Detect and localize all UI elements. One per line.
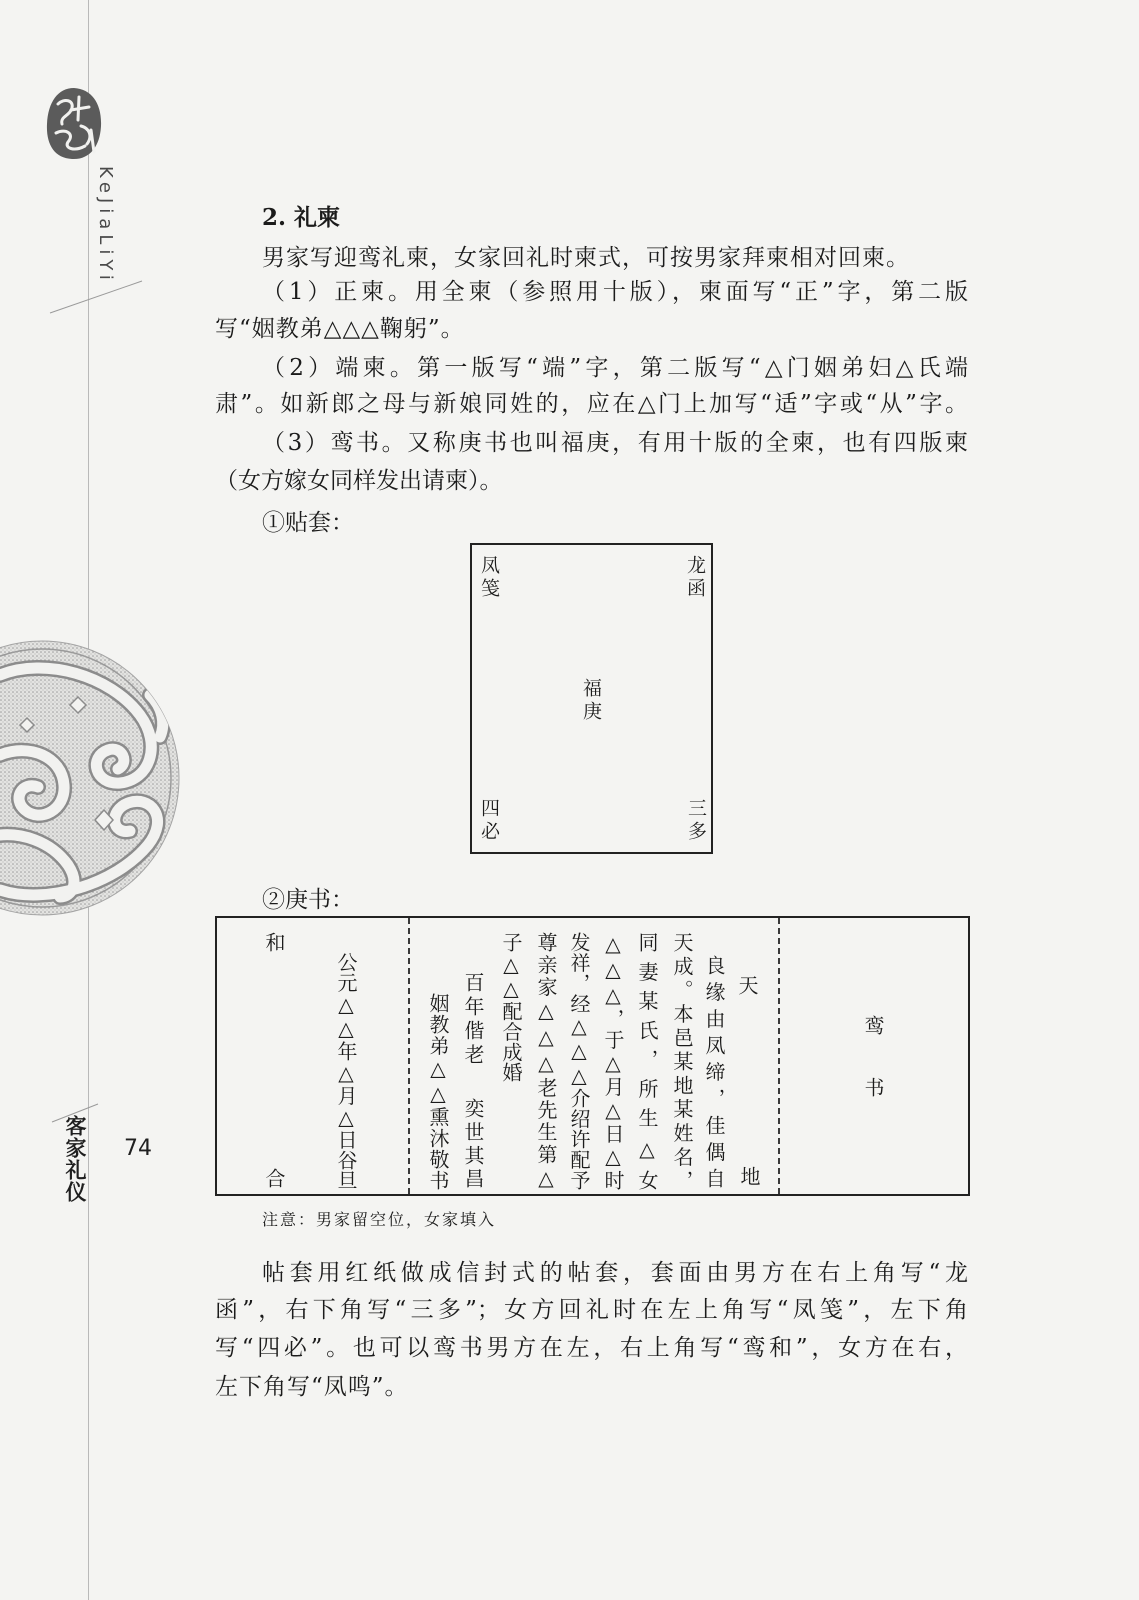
envelope-top-right-text: 龙函 — [684, 555, 706, 601]
genshu-column: 子△△配合成婚 — [499, 932, 523, 1082]
genshu-column: 尊亲家△△△老先生第△ — [534, 932, 558, 1190]
dashed-divider — [408, 918, 410, 1194]
paragraph-line: 函”，右下角写“三多”；女方回礼时在左上角写“凤笺”，左下角 — [215, 1297, 968, 1323]
genshu-blessing-bottom: 奕世其昌 — [461, 1098, 485, 1188]
envelope-label: ①贴套： — [262, 510, 354, 536]
margin-diagonal-line — [48, 278, 144, 316]
paragraph-line: （1）正柬。用全柬（参照用十版），柬面写“正”字，第二版 — [262, 279, 968, 305]
genshu-cover-char: 书 — [861, 1077, 885, 1097]
envelope-bottom-left-text: 四必 — [478, 798, 500, 844]
envelope-center-text: 福庚 — [580, 678, 602, 724]
genshu-blessing-top: 百年偕老 — [461, 972, 485, 1064]
paragraph-line: （3）鸾书。又称庚书也叫福庚，有用十版的全柬，也有四版柬 — [262, 430, 968, 456]
genshu-column: 发祥，经△△△介绍许配予 — [567, 932, 591, 1190]
genshu-union-top: 和 — [262, 932, 286, 952]
genshu-cover-char: 鸾 — [861, 1015, 885, 1035]
genshu-column: 同妻某氏，所生△女 — [635, 932, 659, 1190]
genshu-column: 天成。本邑某地某姓名， — [670, 932, 694, 1190]
paragraph-line: 帖套用红纸做成信封式的帖套，套面由男方在右上角写“龙 — [262, 1260, 968, 1286]
genshu-label: ②庚书： — [262, 887, 354, 913]
book-title: 客家礼仪 — [63, 1115, 87, 1203]
dashed-divider — [778, 918, 780, 1194]
page-number: 74 — [124, 1136, 152, 1161]
section-heading: 2. 礼柬 — [262, 204, 341, 231]
genshu-heaven: 天 — [735, 975, 759, 995]
decorative-medallion — [0, 635, 180, 925]
genshu-union-bottom: 合 — [262, 1168, 286, 1188]
genshu-diagram — [215, 916, 970, 1196]
series-name: KeJiaLiYi — [95, 166, 116, 285]
paragraph-line: 写“四必”。也可以鸾书男方在左，右上角写“鸾和”，女方在右， — [215, 1335, 968, 1361]
genshu-column: △△△，于△月△日△时 — [601, 932, 625, 1190]
envelope-diagram — [470, 543, 713, 854]
envelope-top-left-text: 凤笺 — [478, 555, 500, 601]
genshu-earth: 地 — [737, 1166, 761, 1186]
paragraph-line: 写“姻教弟△△△鞠躬”。 — [215, 316, 465, 342]
envelope-bottom-right-text: 三多 — [685, 798, 707, 844]
paragraph-line: 肃”。如新郎之母与新娘同姓的，应在△门上加写“适”字或“从”字。 — [215, 391, 968, 417]
seal-logo — [44, 86, 104, 162]
genshu-note: 注意：男家留空位，女家填入 — [262, 1210, 497, 1229]
genshu-date: 公元△△年△月△日谷旦 — [334, 952, 358, 1190]
paragraph-line: 左下角写“凤鸣”。 — [215, 1374, 409, 1400]
paragraph-line: （女方嫁女同样发出请柬）。 — [215, 468, 503, 494]
genshu-signature: 姻教弟△△熏沐敬书 — [426, 993, 450, 1190]
paragraph-line: 男家写迎鸾礼柬，女家回礼时柬式，可按男家拜柬相对回柬。 — [262, 245, 910, 271]
paragraph-line: （2）端柬。第一版写“端”字，第二版写“△门姻弟妇△氏端 — [262, 355, 968, 381]
genshu-column: 良缘由凤缔，佳偶自 — [702, 955, 726, 1188]
